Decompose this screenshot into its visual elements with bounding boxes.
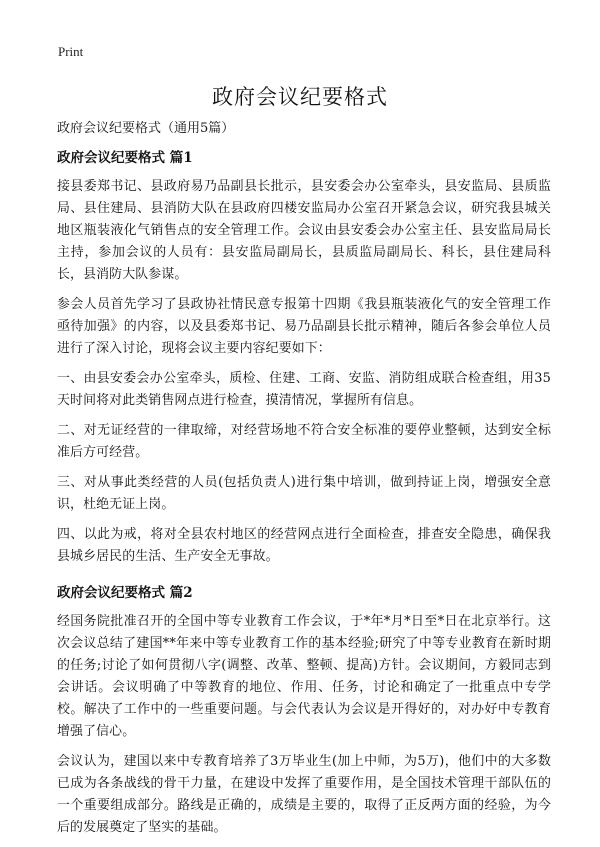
document-body <box>57 120 551 847</box>
paragraph: 经国务院批准召开的全国中等专业教育工作会议，于*年*月*日至*日在北京举行。这次会议总结了建国**年来中等专业教育工作的基本经验;研究了中等专业教育在新时期的任务;讨论了如何贯彻八字(调整、改革、整顿、提高)方针。会议期间，方毅同志到会讲话。会议明确了中等教育的地位、作用、任务，讨论和确定了一批重点中专学校。解决了工作中的一些重要问题。与会代表认为会议是开得好的，对办好中专教育增强了信心。 <box>57 614 551 739</box>
section-heading: 政府会议纪要格式 篇1 <box>57 150 193 166</box>
paragraph: 接县委郑书记、县政府易乃品副县长批示，县安委会办公室牵头，县安监局、县质监局、县住建局、县消防大队在县政府四楼安监局办公室召开紧急会议，研究我县城关地区瓶装液化气销售点的安全管理工作。会议由县安委会办公室主任、县安监局局长主持，参加会议的人员有：县安监局副局长，县质监局副局长、科长，县住建局科长，县消防大队参谋。 <box>57 179 551 282</box>
paragraph: 三、对从事此类经营的人员(包括负责人)进行集中培训，做到持证上岗，增强安全意识，杜绝无证上岗。 <box>57 475 551 512</box>
paragraph: 四、以此为戒，将对全县农村地区的经营网点进行全面检查，排查安全隐患，确保我县城乡居民的生活、生产安全无事故。 <box>57 527 551 564</box>
paragraph: 参会人员首先学习了县政协社情民意专报第十四期《我县瓶装液化气的安全管理工作亟待加强》的内容，以及县委郑书记、易乃品副县长批示精神，随后各参会单位人员进行了深入讨论，现将会议主要内容纪要如下： <box>57 297 551 356</box>
paragraph: 会议认为，建国以来中专教育培养了3万毕业生(加上中师，为5万)，他们中的大多数已成为各条战线的骨干力量，在建设中发挥了重要作用，是全国技术管理干部队伍的一个重要组成部分。路线是正确的，成绩是主要的，取得了正反两方面的经验，为今后的发展奠定了坚实的基础。 <box>57 754 551 835</box>
print-link[interactable]: Print <box>58 44 84 59</box>
section-heading: 政府会议纪要格式 篇2 <box>57 585 193 601</box>
document-subtitle: 政府会议纪要格式（通用5篇） <box>57 121 235 136</box>
paragraph: 一、由县安委会办公室牵头，质检、住建、工商、安监、消防组成联合检查组，用35天时间将对此类销售网点进行检查，摸清情况，掌握所有信息。 <box>57 371 551 408</box>
paragraph: 二、对无证经营的一律取缔，对经营场地不符合安全标准的要停业整顿，达到安全标准后方可经营。 <box>57 423 551 460</box>
page-title: 政府会议纪要格式 <box>212 85 388 109</box>
